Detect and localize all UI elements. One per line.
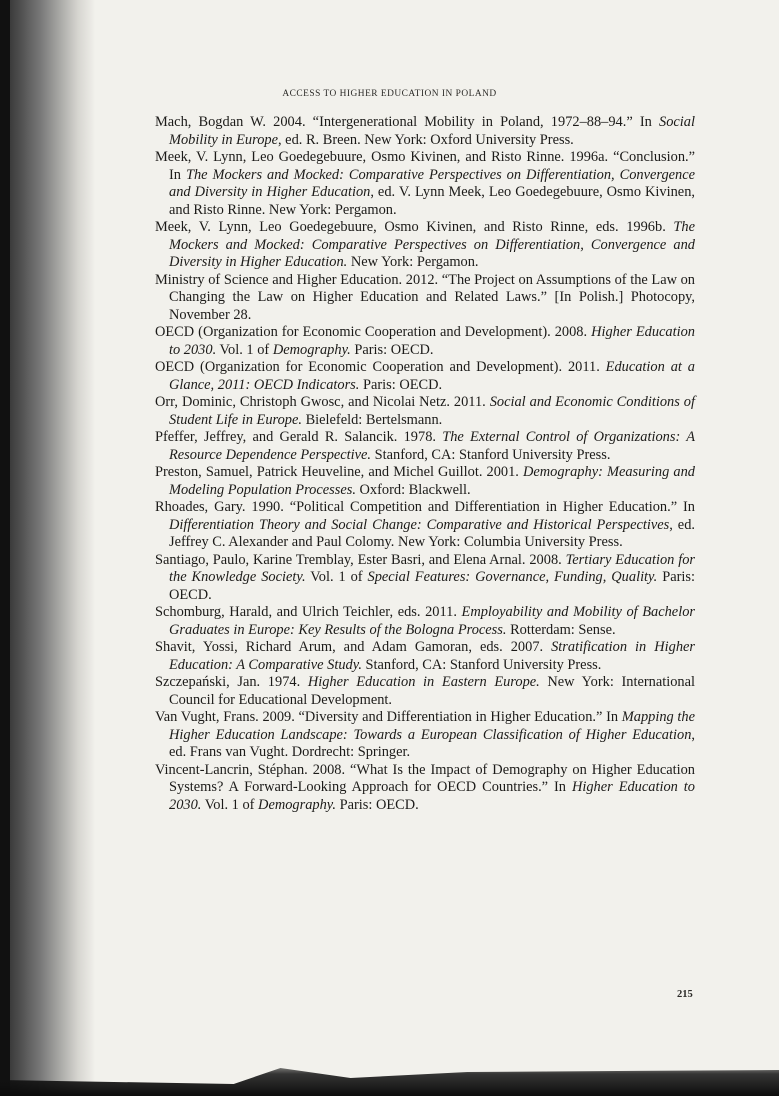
reference-item: OECD (Organization for Economic Cooperation and Development). 2011. Education at a Glance, 2011: OECD Indicators. Paris: OECD. <box>155 359 695 393</box>
reference-item: Mach, Bogdan W. 2004. “Intergenerational Mobility in Poland, 1972–88–94.” In Social Mobility in Europe, ed. R. Breen. New York: Oxford University Press. <box>155 114 695 148</box>
binding-edge <box>0 0 10 1096</box>
reference-item: Ministry of Science and Higher Education. 2012. “The Project on Assumptions of the Law on Changing the Law on Higher Education and Related Laws.” [In Polish.] Photocopy, November 28. <box>155 271 695 323</box>
reference-item: Santiago, Paulo, Karine Tremblay, Ester Basri, and Elena Arnal. 2008. Tertiary Education for the Knowledge Society. Vol. 1 of Special Features: Governance, Funding, Quality. Paris: OECD. <box>155 551 695 603</box>
reference-item: Meek, V. Lynn, Leo Goedegebuure, Osmo Kivinen, and Risto Rinne, eds. 1996b. The Mockers and Mocked: Comparative Perspectives on Differentiation, Convergence and Diversity in Higher Education. New York: Pergamon. <box>155 219 695 270</box>
reference-item: Meek, V. Lynn, Leo Goedegebuure, Osmo Kivinen, and Risto Rinne. 1996a. “Conclusion.” In The Mockers and Mocked: Comparative Perspectives on Differentiation, Convergence and Diversity in Higher Education, ed. V. Lynn Meek, Leo Goedegebuure, Osmo Kivinen, and Risto Rinne. New York: Pergamon. <box>155 149 695 218</box>
running-head: ACCESS TO HIGHER EDUCATION IN POLAND <box>282 89 497 99</box>
reference-list <box>155 114 695 814</box>
reference-item: Vincent-Lancrin, Stéphan. 2008. “What Is the Impact of Demography on Higher Education Systems? A Forward-Looking Approach for OECD Countries.” In Higher Education to 2030. Vol. 1 of Demography. Paris: OECD. <box>155 761 695 813</box>
reference-item: Schomburg, Harald, and Ulrich Teichler, eds. 2011. Employability and Mobility of Bachelor Graduates in Europe: Key Results of the Bologna Process. Rotterdam: Sense. <box>155 604 695 638</box>
reference-item: Preston, Samuel, Patrick Heuveline, and Michel Guillot. 2001. Demography: Measuring and Modeling Population Processes. Oxford: Blackwell. <box>155 464 695 498</box>
page-number: 215 <box>677 989 693 1000</box>
reference-item: Pfeffer, Jeffrey, and Gerald R. Salancik. 1978. The External Control of Organizations: A Resource Dependence Perspective. Stanford, CA: Stanford University Press. <box>155 429 695 463</box>
reference-item: Rhoades, Gary. 1990. “Political Competition and Differentiation in Higher Education.” In Differentiation Theory and Social Change: Comparative and Historical Perspectives, ed. Jeffrey C. Alexander and Paul Colomy. New York: Columbia University Press. <box>155 499 695 550</box>
reference-item: Orr, Dominic, Christoph Gwosc, and Nicolai Netz. 2011. Social and Economic Conditions of Student Life in Europe. Bielefeld: Bertelsmann. <box>155 394 695 428</box>
reference-item: Szczepański, Jan. 1974. Higher Education in Eastern Europe. New York: International Council for Educational Development. <box>155 674 695 708</box>
reference-item: Shavit, Yossi, Richard Arum, and Adam Gamoran, eds. 2007. Stratification in Higher Education: A Comparative Study. Stanford, CA: Stanford University Press. <box>155 639 696 673</box>
reference-item: Van Vught, Frans. 2009. “Diversity and Differentiation in Higher Education.” In Mapping the Higher Education Landscape: Towards a European Classification of Higher Education, ed. Frans van Vught. Dordrecht: Springer. <box>155 709 695 760</box>
scan-bottom-edge <box>0 1056 779 1096</box>
binding-shadow <box>0 0 95 1096</box>
reference-item: OECD (Organization for Economic Cooperation and Development). 2008. Higher Education to 2030. Vol. 1 of Demography. Paris: OECD. <box>155 324 695 358</box>
